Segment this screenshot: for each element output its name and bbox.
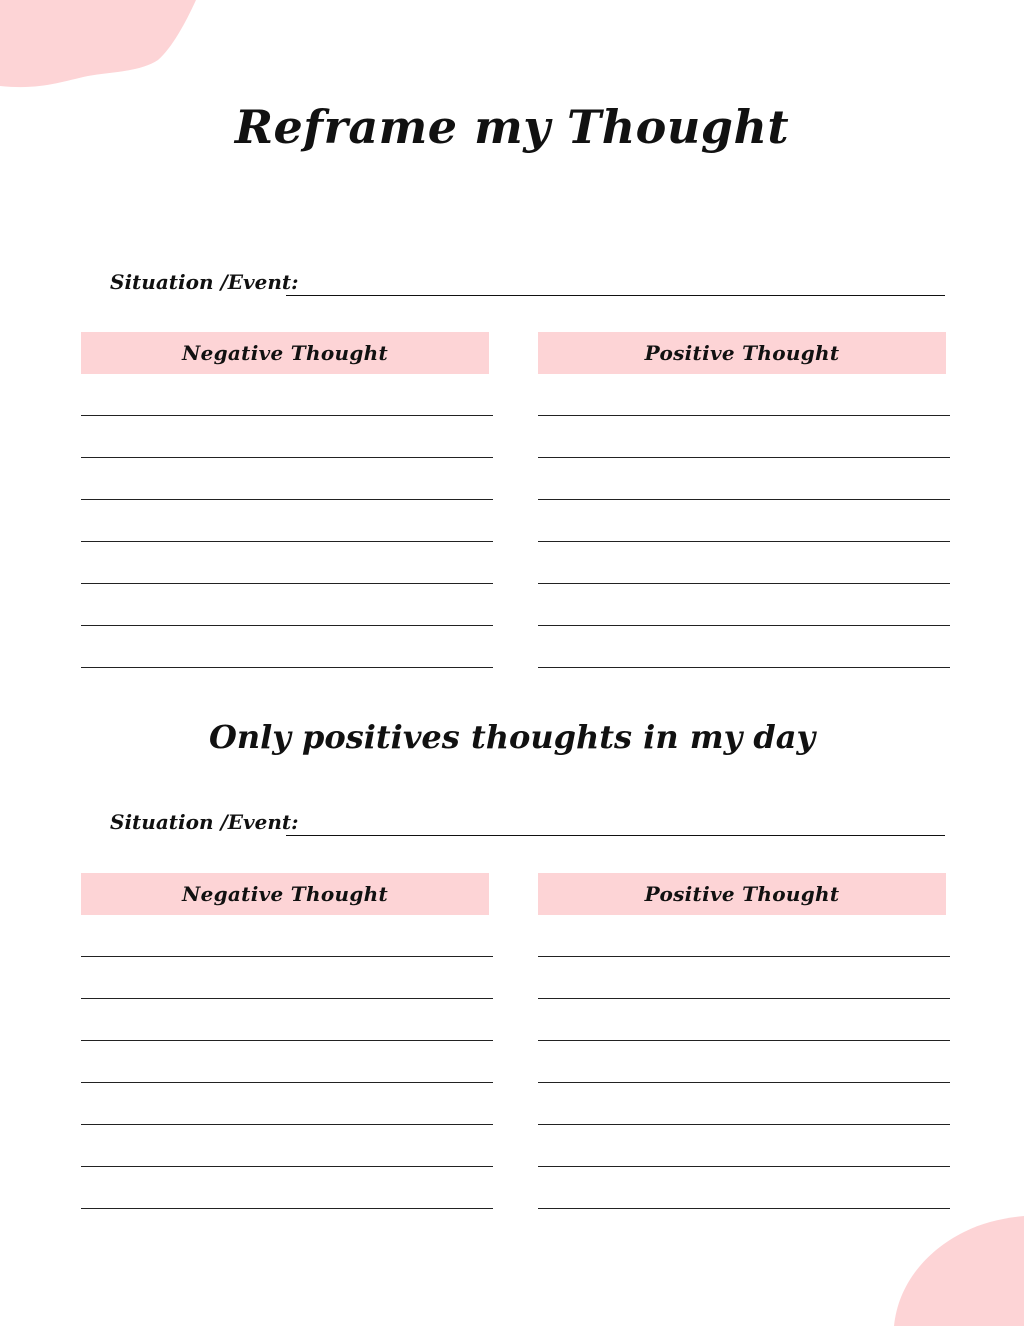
write-line[interactable] — [538, 584, 950, 626]
write-line[interactable] — [81, 1167, 493, 1209]
write-line[interactable] — [538, 626, 950, 668]
write-line[interactable] — [81, 1041, 493, 1083]
write-line[interactable] — [538, 542, 950, 584]
situation-label: Situation /Event: — [110, 810, 299, 834]
situation-field[interactable] — [110, 806, 945, 836]
write-line[interactable] — [538, 1167, 950, 1209]
write-line[interactable] — [538, 374, 950, 416]
negative-thought-header: Negative Thought — [81, 332, 489, 374]
pink-blob-decoration — [0, 0, 200, 92]
negative-thought-header: Negative Thought — [81, 873, 489, 915]
write-line[interactable] — [81, 374, 493, 416]
write-line[interactable] — [81, 500, 493, 542]
positive-thought-column — [538, 873, 950, 1209]
write-line[interactable] — [81, 999, 493, 1041]
positive-thought-header: Positive Thought — [538, 873, 946, 915]
write-line[interactable] — [538, 915, 950, 957]
situation-field[interactable] — [110, 266, 945, 296]
pink-blob-decoration — [894, 1216, 1024, 1326]
write-line[interactable] — [538, 500, 950, 542]
write-line[interactable] — [81, 416, 493, 458]
write-line[interactable] — [81, 957, 493, 999]
write-line[interactable] — [81, 626, 493, 668]
write-line[interactable] — [81, 542, 493, 584]
write-line[interactable] — [538, 999, 950, 1041]
section-subtitle: Only positives thoughts in my day — [208, 718, 816, 756]
write-line[interactable] — [538, 416, 950, 458]
write-line[interactable] — [81, 1083, 493, 1125]
write-line[interactable] — [81, 915, 493, 957]
write-line[interactable] — [538, 1083, 950, 1125]
write-line[interactable] — [81, 1125, 493, 1167]
page-title: Reframe my Thought — [234, 100, 790, 154]
negative-thought-column — [81, 873, 493, 1209]
negative-thought-column — [81, 332, 493, 668]
write-line[interactable] — [81, 584, 493, 626]
positive-thought-column — [538, 332, 950, 668]
write-line[interactable] — [538, 957, 950, 999]
write-line[interactable] — [538, 458, 950, 500]
situation-write-line[interactable] — [286, 295, 945, 296]
write-line[interactable] — [81, 458, 493, 500]
positive-thought-header: Positive Thought — [538, 332, 946, 374]
situation-label: Situation /Event: — [110, 270, 299, 294]
write-line[interactable] — [538, 1041, 950, 1083]
situation-write-line[interactable] — [286, 835, 945, 836]
write-line[interactable] — [538, 1125, 950, 1167]
